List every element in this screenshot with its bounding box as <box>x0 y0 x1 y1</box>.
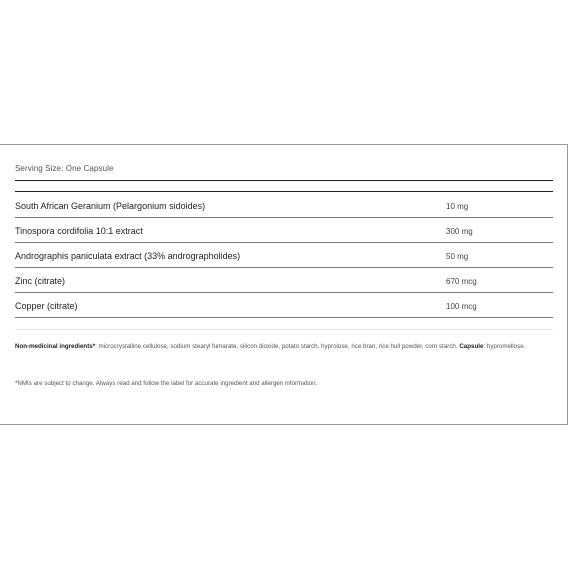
header-rule <box>15 180 553 181</box>
capsule-text: : hypromellose. <box>483 343 526 350</box>
supplement-facts-panel <box>0 144 568 425</box>
table-divider <box>15 318 553 330</box>
ingredient-amount: 10 mg <box>446 202 469 211</box>
ingredient-name: Copper (citrate) <box>15 301 78 311</box>
table-row <box>15 243 553 268</box>
ingredient-amount: 670 mcg <box>446 277 477 286</box>
serving-size: Serving Size: One Capsule <box>15 164 114 173</box>
non-medicinal-ingredients <box>15 339 545 354</box>
table-row <box>15 268 553 293</box>
ingredients-table <box>15 193 553 330</box>
ingredient-name: Zinc (citrate) <box>15 276 66 286</box>
disclaimer-note: *NMIs are subject to change. Always read and follow the label for accurate ingredient and allergen information. <box>15 380 318 387</box>
capsule-label: Capsule <box>459 343 484 350</box>
ingredient-name: South African Geranium (Pelargonium sidoides) <box>15 201 206 211</box>
table-row <box>15 193 553 218</box>
table-row <box>15 293 553 318</box>
ingredient-amount: 100 mcg <box>446 302 477 311</box>
non-medicinal-text: : microcrystalline cellulose, sodium stearyl fumarate, silicon dioxide, potato starch, hyprolose, rice bran, rice hull powder, corn starch. <box>95 343 458 350</box>
ingredient-name: Andrographis paniculata extract (33% andrographolides) <box>15 251 241 261</box>
ingredient-amount: 300 mg <box>446 227 473 236</box>
table-row <box>15 218 553 243</box>
header-rule-secondary <box>15 191 553 192</box>
ingredient-name: Tinospora cordifolia 10:1 extract <box>15 226 143 236</box>
ingredient-amount: 50 mg <box>446 252 469 261</box>
non-medicinal-label: Non-medicinal ingredients* <box>15 343 96 350</box>
